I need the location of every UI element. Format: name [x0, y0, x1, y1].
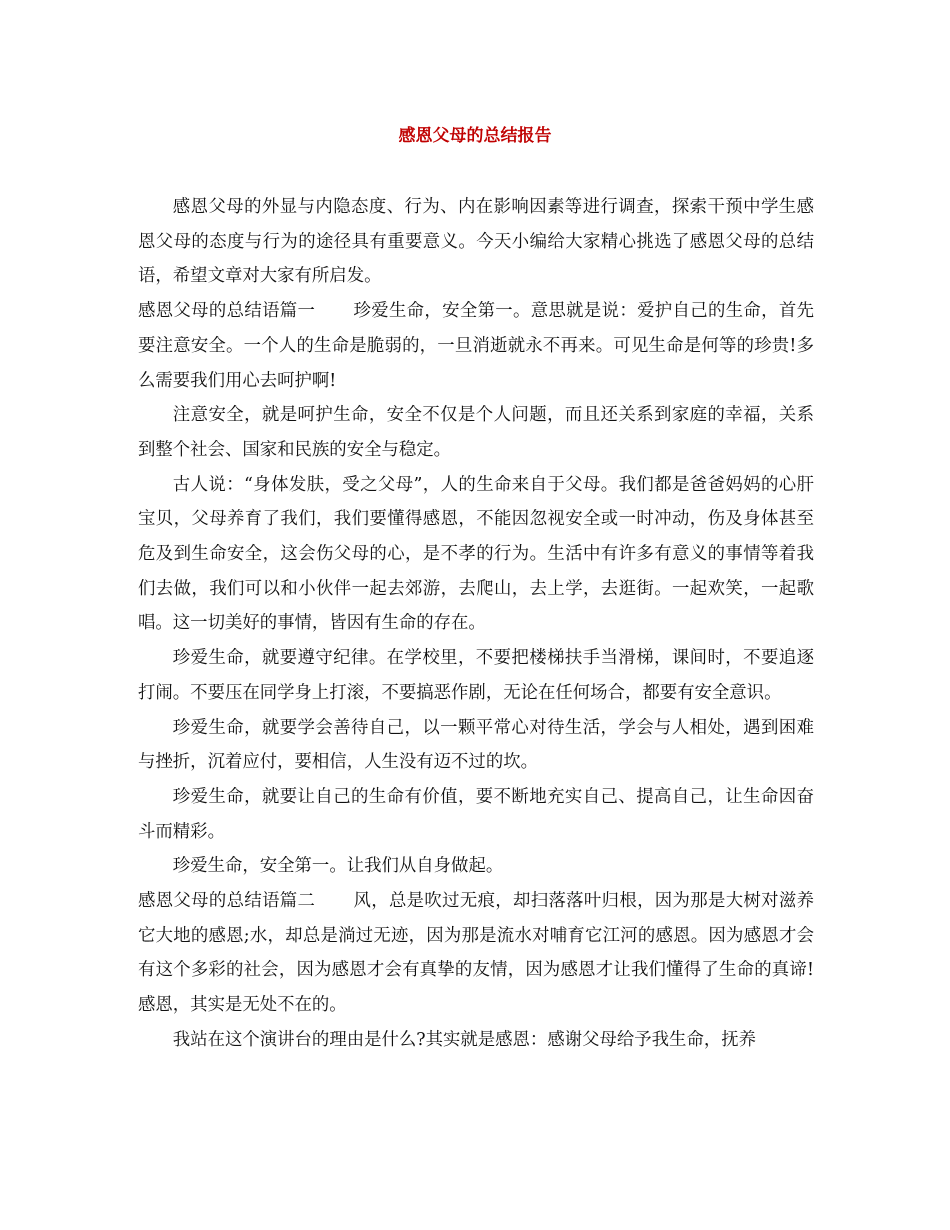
paragraph-text: 风，总是吹过无痕，却扫落落叶归根，因为那是大树对滋养它大地的感恩;水，却总是淌过无迹，因为那是流水对哺育它江河的感恩。因为感恩才会有这个多彩的社会，因为感恩才会有真挚的友情，因为感恩才让我们懂得了生命的真谛!感恩，其实是无处不在的。	[138, 891, 814, 1016]
paragraph-text: 珍爱生命，就要遵守纪律。在学校里，不要把楼梯扶手当滑梯，课间时，不要追逐打闹。不要压在同学身上打滚，不要搞恶作剧，无论在任何场合，都要有安全意识。	[138, 648, 814, 703]
document-body	[138, 190, 814, 1058]
paragraph	[138, 849, 814, 884]
paragraph-text: 珍爱生命，安全第一。让我们从自身做起。	[172, 856, 504, 877]
paragraph-text: 感恩父母的外显与内隐态度、行为、内在影响因素等进行调查，探索干预中学生感恩父母的态度与行为的途径具有重要意义。今天小编给大家精心挑选了感恩父母的总结语，希望文章对大家有所启发。	[138, 197, 814, 287]
paragraph-text: 古人说：“身体发肤，受之父母”，人的生命来自于父母。我们都是爸爸妈妈的心肝宝贝，父母养育了我们，我们要懂得感恩，不能因忽视安全或一时冲动，伤及身体甚至危及到生命安全，这会伤父母的心，是不孝的行为。生活中有许多有意义的事情等着我们去做，我们可以和小伙伴一起去郊游，去爬山，去上学，去逛街。一起欢笑，一起歌唱。这一切美好的事情，皆因有生命的存在。	[138, 474, 814, 634]
paragraph-section-two	[138, 884, 814, 1023]
paragraph	[138, 641, 814, 710]
paragraph-section-one	[138, 294, 814, 398]
section-heading: 感恩父母的总结语篇二	[138, 891, 316, 912]
paragraph-text: 珍爱生命，就要学会善待自己，以一颗平常心对待生活，学会与人相处，遇到困难与挫折，沉着应付，要相信，人生没有迈不过的坎。	[138, 717, 814, 773]
document-title: 感恩父母的总结报告	[398, 126, 552, 146]
paragraph-intro	[138, 190, 814, 294]
section-heading: 感恩父母的总结语篇一	[138, 301, 316, 322]
paragraph	[138, 468, 814, 642]
paragraph-text: 我站在这个演讲台的理由是什么?其实就是感恩：感谢父母给予我生命，抚养	[172, 1029, 757, 1050]
paragraph-text: 珍爱生命，安全第一。意思就是说：爱护自己的生命，首先要注意安全。一个人的生命是脆弱的，一旦消逝就永不再来。可见生命是何等的珍贵!多么需要我们用心去呵护啊!	[138, 301, 814, 391]
paragraph-text: 珍爱生命，就要让自己的生命有价值，要不断地充实自己、提高自己，让生命因奋斗而精彩。	[138, 786, 814, 842]
paragraph	[138, 711, 814, 780]
paragraph	[138, 1023, 814, 1058]
paragraph	[138, 780, 814, 849]
paragraph	[138, 398, 814, 467]
paragraph-text: 注意安全，就是呵护生命，安全不仅是个人问题，而且还关系到家庭的幸福，关系到整个社会、国家和民族的安全与稳定。	[138, 405, 814, 460]
